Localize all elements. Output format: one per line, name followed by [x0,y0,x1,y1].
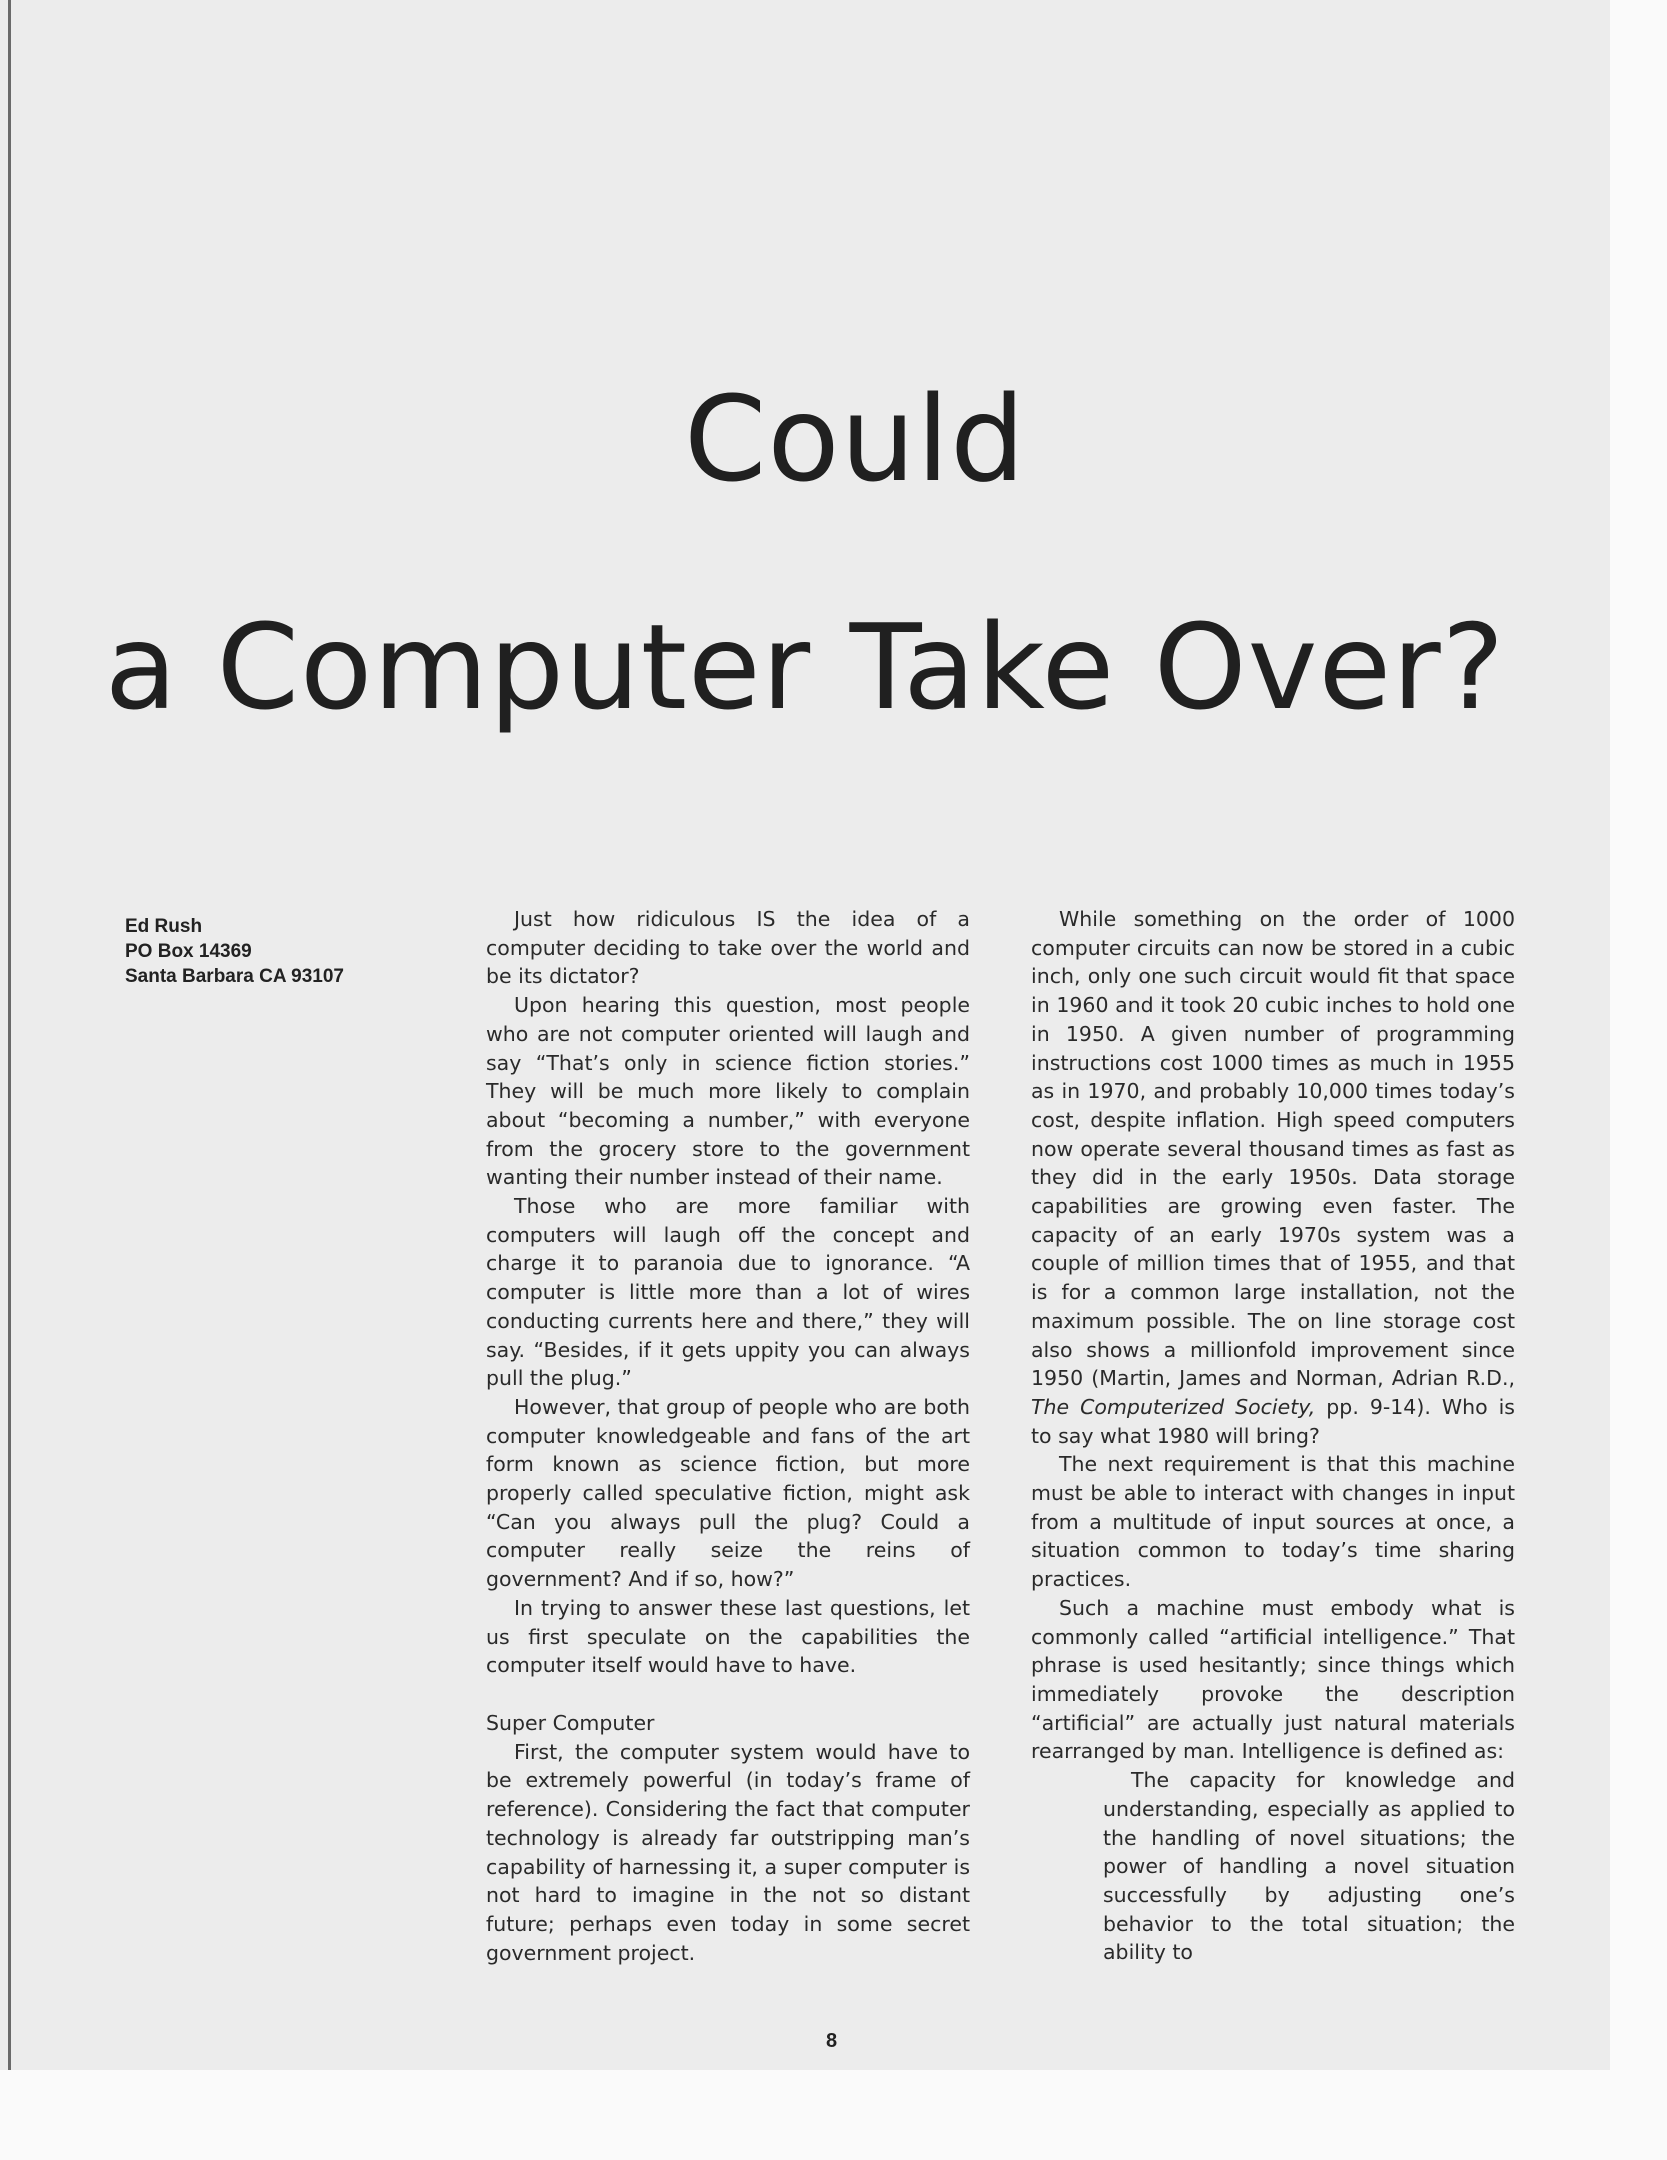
author-address-line-1: PO Box 14369 [125,941,252,962]
paragraph: However, that group of people who are both computer knowledgeable and fans of the art form known as science fiction, but more properly called speculative fiction, might ask “Can you always pull the plug? Could a computer really seize the reins of government? And if so, how?” [486,1394,970,1592]
article-column-1 [486,905,970,1967]
page-number: 8 [826,2030,838,2052]
author-byline [125,914,344,989]
definition-quote: The capacity for knowledge and understanding, especially as applied to the handling of novel situations; the power of handling a novel situation successfully by adjusting one’s behavior to the total situation; the ability to [1103,1768,1515,1965]
article-column-2 [1031,905,1515,1967]
paragraph: Upon hearing this question, most people who are not computer oriented will laugh and say “That’s only in science fiction stories.” They will be much more likely to complain about “becoming a number,” with everyone from the grocery store to the government wanting their number instead of their name. [486,993,970,1190]
paragraph [1031,905,1515,1450]
paragraph: In trying to answer these last questions, let us first speculate on the capabilities the computer itself would have to have. [486,1595,970,1678]
section-heading: Super Computer [486,1710,655,1735]
book-title: The Computerized Society, [1031,1394,1316,1419]
paragraph: First, the computer system would have to be extremely powerful (in today’s frame of reference). Considering the fact that computer technology is already far outstripping man’s capability of harnessing it, a super computer is not hard to imagine in the not so distant future; perhaps even today in some secret government project. [486,1739,970,1965]
paragraph: Those who are more familiar with computers will laugh off the concept and charge it to paranoia due to ignorance. “A computer is little more than a lot of wires conducting currents here and there,” they will say. “Besides, if it gets uppity you can always pull the plug.” [486,1194,970,1391]
article-title-line-1: Could [683,370,1027,508]
paragraph-text: While something on the order of 1000 computer circuits can now be stored in a cubic inch, only one such circuit would fit that space in 1960 and it took 20 cubic inches to hold one in 1950. A given number of programming instructions cost 1000 times as much in 1955 as in 1970, and probably 10,000 times today’s cost, despite inflation. High speed computers now operate several thousand times as fast as they did in the early 1950s. Data storage capabilities are growing even faster. The capacity of an early 1970s system was a couple of million times that of 1955, and that is for a common large installation, not the maximum possible. The on line storage cost also shows a millionfold improvement since 1950 (Martin, James and Norman, Adrian R.D., [1031,907,1515,1391]
author-address-line-2: Santa Barbara CA 93107 [125,966,344,987]
author-name: Ed Rush [125,916,203,937]
article-title-line-2: a Computer Take Over? [104,598,1506,736]
paragraph: The next requirement is that this machine must be able to interact with changes in input from a multitude of input sources at once, a situation common to today’s time sharing practices. [1031,1452,1515,1592]
paragraph: Such a machine must embody what is commonly called “artificial intelligence.” That phrase is used hesitantly; since things which immediately provoke the description “artificial” are actually just natural materials rearranged by man. Intelligence is defined as: [1031,1595,1515,1764]
paragraph-text: pp. 9-14). Who is to say what 1980 will bring? [1031,1394,1515,1448]
paragraph: Just how ridiculous IS the idea of a computer deciding to take over the world and be its dictator? [486,907,970,989]
page-spine-edge [8,0,11,2070]
